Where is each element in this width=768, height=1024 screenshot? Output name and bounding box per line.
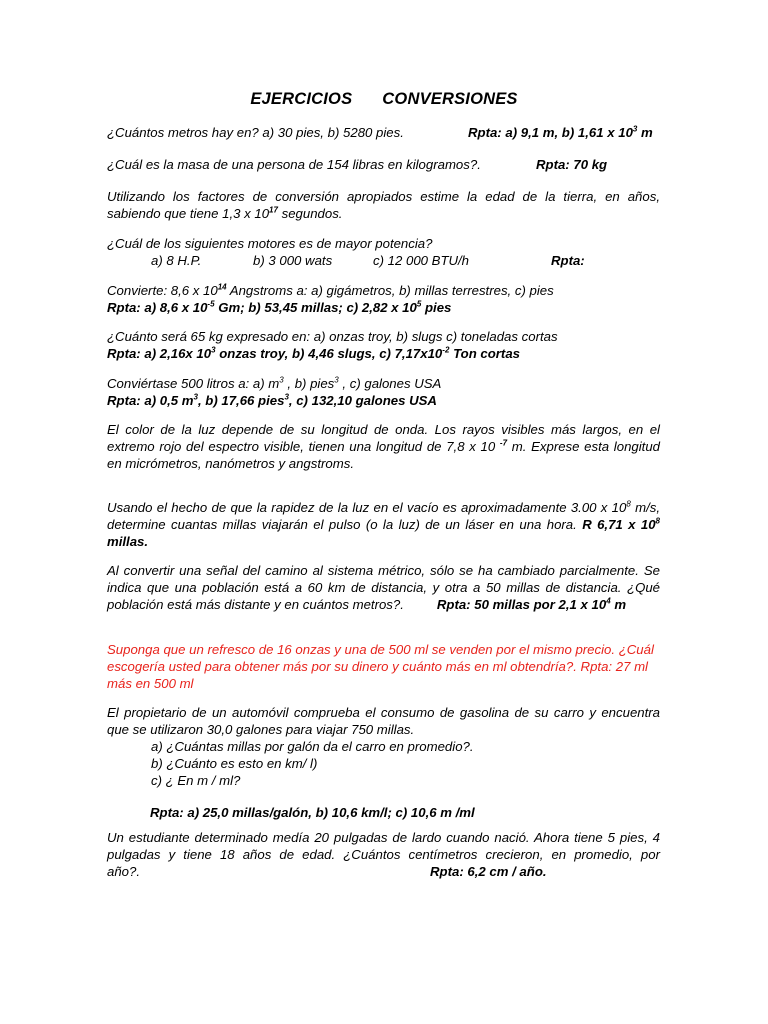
exercise-1-answer: Rpta: a) 9,1 m, b) 1,61 x $10^3$ m	[468, 124, 653, 140]
exercise-12-part-b: b) ¿Cuánto es esto en km/ l)	[151, 755, 318, 771]
exercise-1	[107, 125, 660, 142]
exercise-5	[107, 283, 660, 317]
exercise-10: Al convertir una señal del camino al sistema métrico, sólo se ha cambiado parcialmente. Se indica que una población está a 60 km de distancia, y otra a 50 millas de distancia. ¿Qué población está más distante y en cuántos metros?. Rpta: 50 millas por 2,1 x $10^4$ m	[107, 563, 660, 612]
exercise-12	[107, 705, 660, 822]
exercise-4-question: ¿Cuál de los siguientes motores es de mayor potencia?	[107, 236, 433, 251]
exercise-13-answer: Rpta: 6,2 cm / año.	[430, 863, 547, 879]
exercise-4-option-a: a) 8 H.P.	[151, 253, 202, 268]
exercise-11: Suponga que un refresco de 16 onzas y una de 500 ml se venden por el mismo precio. ¿Cuál escogería usted para obtener más por su dinero y cuánto más en ml obtendría?. Rpta: 27 ml más en 500 ml	[107, 642, 654, 691]
exercise-2-question: ¿Cuál es la masa de una persona de 154 libras en kilogramos?.	[107, 157, 481, 172]
exercise-5-question: Convierte: 8,6 x $10^{14}$ Angstroms a: a) gigámetros, b) millas terrestres, c) pies	[107, 282, 554, 298]
exercise-12-part-a: a) ¿Cuántas millas por galón da el carro en promedio?.	[151, 738, 474, 754]
exercise-4-answer: Rpta:	[551, 253, 585, 268]
exercise-13: Un estudiante determinado medía 20 pulgadas de lardo cuando nació. Ahora tiene 5 pies, 4 pulgadas y tiene 18 años de edad. ¿Cuántos centímetros crecieron, en promedio, por año?. Rpta: 6,2 cm / año.	[107, 830, 660, 879]
exercise-7-question: Conviértase 500 litros a: a) $m^3$ , b) pies$^3$ , c) galones USA	[107, 375, 442, 391]
exercise-5-answer: Rpta: a) 8,6 x $10^{-5}$ Gm; b) 53,45 millas; c) 2,82 x $10^5$ pies	[107, 299, 452, 315]
exercise-9-answer: R 6,71 x $10^8$ millas.	[107, 516, 660, 549]
exercise-1-question: ¿Cuántos metros hay en? a) 30 pies, b) 5280 pies.	[107, 125, 404, 140]
exercise-2	[107, 157, 660, 174]
exercise-12-statement: El propietario de un automóvil comprueba el consumo de gasolina de su carro y encuentra que se utilizaron 30,0 galones para viajar 750 millas.	[107, 705, 660, 737]
exercise-8: El color de la luz depende de su longitud de onda. Los rayos visibles más largos, en el extremo rojo del espectro visible, tienen una longitud de 7,8 x 10 $^{-7}$ m. Exprese esta longitud en micrómetros, nanómetros y angstroms.	[107, 422, 660, 471]
exercise-12-answer: Rpta: a) 25,0 millas/galón, b) 10,6 km/l; c) 10,6 m /ml	[150, 804, 475, 820]
exercise-7-answer: Rpta: a) 0,5 $m^3$, b) 17,66 pies$^3$, c) 132,10 galones USA	[107, 392, 437, 408]
exercise-4	[107, 236, 660, 270]
exercise-10-answer: Rpta: 50 millas por 2,1 x $10^4$ m	[436, 596, 627, 612]
exercise-4-option-b: b) 3 000 wats	[253, 253, 333, 268]
exercise-7	[107, 376, 660, 410]
exercise-12-part-c: c) ¿ En m / ml?	[151, 772, 241, 788]
exercise-6	[107, 329, 660, 363]
page-title	[0, 90, 768, 109]
exercise-6-answer: Rpta: a) 2,16x $10^3$ onzas troy, b) 4,46 slugs, c) $7,17x10^{-2}$ Ton cortas	[107, 345, 520, 361]
title-word-2: CONVERSIONES	[382, 90, 518, 108]
exercise-9: Usando el hecho de que la rapidez de la luz en el vacío es aproximadamente 3.00 x $10^8$ m/s, determine cuantas millas viajarán el pulso (o la luz) de un láser en una hora. R 6,71 x $10^8$ millas.	[107, 499, 661, 549]
exercise-2-answer: Rpta: 70 kg	[536, 157, 608, 172]
exercise-3: Utilizando los factores de conversión apropiados estime la edad de la tierra, en años, sabiendo que tiene 1,3 x $10^{17}$ segundos.	[107, 189, 660, 221]
title-word-1: EJERCICIOS	[250, 90, 353, 108]
exercise-4-option-c: c) 12 000 BTU/h	[373, 253, 470, 268]
exercise-6-question: ¿Cuánto será 65 kg expresado en: a) onzas troy, b) slugs c) toneladas cortas	[107, 329, 558, 344]
